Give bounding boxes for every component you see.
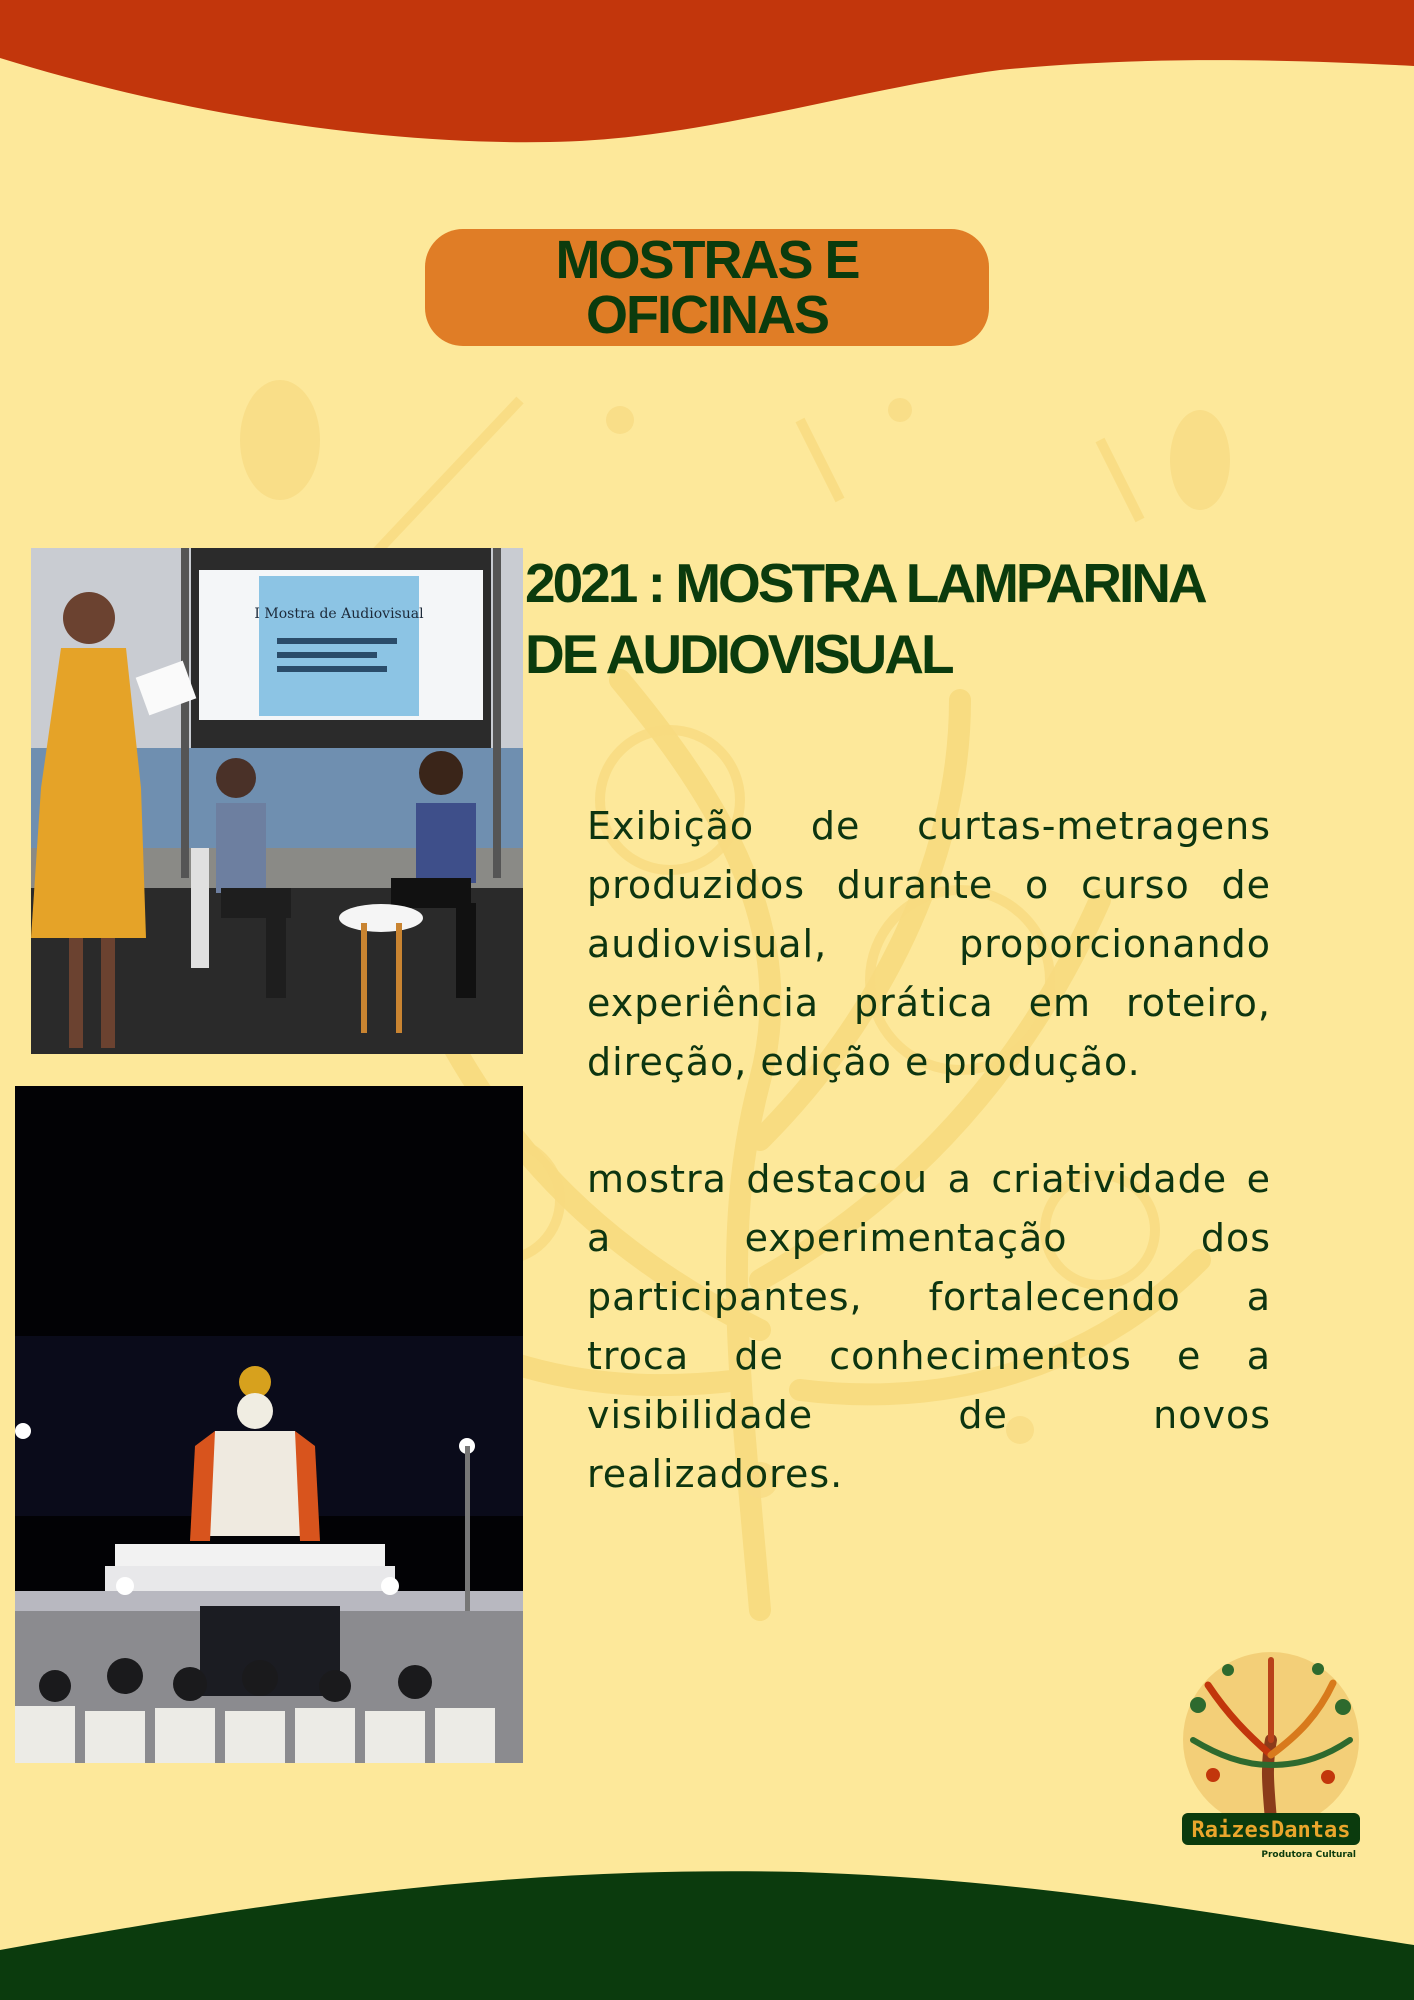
- logo-subtitle: Produtora Cultural: [1261, 1850, 1356, 1860]
- description-paragraph-1: Exibição de curtas-metragens produzidos durante o curso de audiovisual, proporcionando experiência prática em roteiro, direção, edição e produção.: [587, 804, 1271, 1084]
- raizes-dantas-logo: [1168, 1645, 1374, 1860]
- description-paragraph-2: mostra destacou a criatividade e a experimentação dos participantes, fortalecendo a troca de conhecimentos e a visibilidade de novos realizadores.: [587, 1157, 1271, 1496]
- title-pill: [425, 229, 989, 346]
- event-photo-night-screening: [15, 1086, 523, 1763]
- bottom-wave-decoration: [0, 1870, 1414, 2000]
- top-wave-decoration: [0, 0, 1414, 150]
- section-heading: 2021 : MOSTRA LAMPARINA DE AUDIOVISUAL: [525, 552, 1205, 685]
- event-photo-presentation: [31, 548, 523, 1054]
- screen-title: I Mostra de Audiovisual: [254, 606, 424, 622]
- page-title: MOSTRAS E OFICINAS: [555, 229, 859, 345]
- logo-name: RaizesDantas: [1191, 1818, 1351, 1843]
